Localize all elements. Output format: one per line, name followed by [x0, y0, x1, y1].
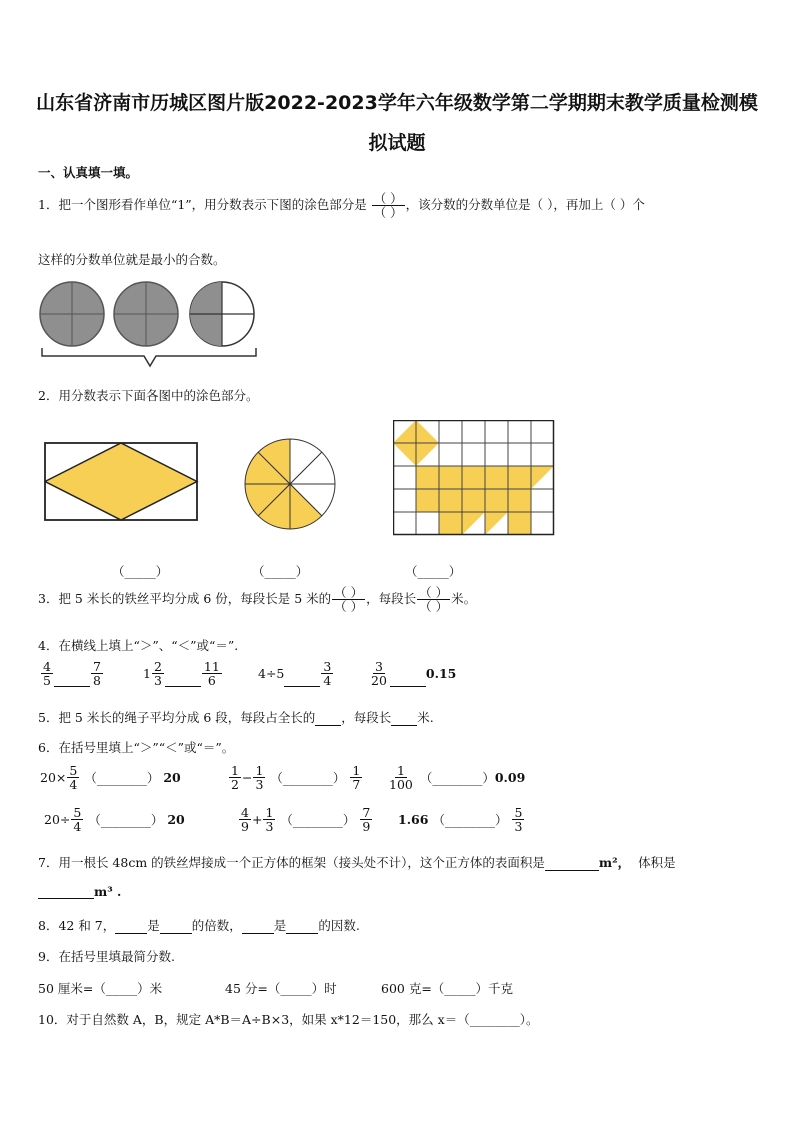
circle-1	[40, 282, 104, 346]
question-5	[38, 708, 434, 726]
q4-item-4: $\frac{3}{20}$ 0.15	[371, 659, 457, 689]
q6-row1-item1: 20× $\frac{5}{4}$ （________） 20	[40, 763, 181, 793]
q7-text-2: 体积是	[638, 855, 676, 870]
q4-blank-3[interactable]	[284, 674, 320, 687]
question-4	[38, 636, 238, 654]
q10-text: 对于自然数 A，B，规定 A*B＝A÷B×3，如果 x*12＝150，那么 x＝（________）。	[66, 1012, 539, 1027]
q8-blank-3[interactable]	[242, 921, 274, 934]
q8-blank-2[interactable]	[160, 921, 192, 934]
circle-3	[190, 282, 254, 346]
q4-item-2: 1 $\frac{2}{3}$ $\frac{11}{6}$	[143, 659, 220, 689]
question-6	[38, 738, 234, 756]
q3-fraction-blank-1[interactable]: $\frac{( )}{( )}$	[334, 585, 364, 615]
q6-blank-3[interactable]: （________）	[419, 770, 495, 786]
question-8: 8．42 和 7， 是 的倍数， 是 的因数.	[38, 918, 360, 933]
question-7	[38, 853, 676, 871]
question-2	[38, 386, 258, 404]
brace	[42, 348, 256, 366]
q4-blank-2[interactable]	[165, 674, 201, 687]
q2-answer-3[interactable]: （_____）	[405, 564, 462, 579]
q8-text: 42 和 7，	[58, 918, 116, 933]
q2-answer-2[interactable]: （_____）	[252, 564, 309, 579]
q2-figure-circle	[242, 436, 338, 532]
q8-blank-1[interactable]	[115, 921, 147, 934]
q7-number: 7．	[38, 855, 59, 870]
q3-text-3: 米。	[451, 591, 477, 607]
circle-2	[114, 282, 178, 346]
q4-text: 在横线上填上“＞”、“＜”或“＝”.	[58, 638, 239, 653]
q3-number: 3．	[38, 591, 59, 607]
q1-fraction-blank[interactable]: $\frac{( )}{( )}$	[373, 191, 403, 221]
q7-line2	[38, 884, 121, 899]
q1-text-3: 这样的分数单位就是最小的合数。	[38, 252, 226, 267]
q7-unit-2: m³ .	[94, 884, 122, 899]
q7-blank-1[interactable]	[545, 858, 599, 871]
page-title: 山东省济南市历城区图片版2022-2023学年六年级数学第二学期期末教学质量检测模	[36, 92, 758, 114]
question-9	[38, 947, 175, 965]
q7-unit-1: m²，	[598, 855, 631, 870]
q7-text: 用一根长 48cm 的铁丝焊接成一个正方体的框架（接头处不计），这个正方体的表面积是	[58, 855, 545, 870]
q6-blank-2[interactable]: （________）	[270, 770, 346, 786]
q6-text: 在括号里填上“＞”“＜”或“＝”。	[58, 740, 235, 755]
q9-item-1[interactable]: 50 厘米=（_____）米	[38, 981, 163, 996]
q6-row2-item3: 1.66 （________） $\frac{5}{3}$	[398, 805, 523, 835]
q2-figure-grid	[393, 420, 559, 542]
q2-number: 2．	[38, 388, 59, 403]
q3-text: 把 5 米长的铁丝平均分成 6 份，每段长是 5 米的	[58, 591, 332, 607]
q4-blank-4[interactable]	[390, 674, 426, 687]
q2-figure-rectangle	[44, 442, 199, 522]
q6-number: 6．	[38, 740, 59, 755]
q9-item-3[interactable]: 600 克=（_____）千克	[381, 981, 514, 996]
q8-blank-4[interactable]	[286, 921, 318, 934]
q2-answer-1[interactable]: （_____）	[112, 564, 169, 579]
q5-blank-1[interactable]	[315, 713, 341, 726]
q1-text: 把一个图形看作单位“1”，用分数表示下图的涂色部分是	[58, 197, 367, 213]
section-heading: 一、认真填一填。	[38, 165, 139, 180]
q6-blank-1[interactable]: （________）	[84, 770, 160, 786]
q6-row1-item3: $\frac{1}{100}$ （________）0.09	[389, 763, 526, 793]
q2-text: 用分数表示下面各图中的涂色部分。	[58, 388, 259, 403]
q6-blank-6[interactable]: （________）	[432, 812, 508, 828]
q7-blank-2[interactable]	[38, 886, 94, 899]
q1-circles-figure	[38, 280, 263, 370]
question-10	[38, 1010, 538, 1028]
q9-number: 9．	[38, 949, 59, 964]
q9-text: 在括号里填最简分数.	[58, 949, 175, 964]
q10-number: 10．	[38, 1012, 67, 1027]
q5-blank-2[interactable]	[391, 713, 417, 726]
q4-item-1: $\frac{4}{5}$ $\frac{7}{8}$	[43, 659, 101, 689]
q3-fraction-blank-2[interactable]: $\frac{( )}{( )}$	[419, 585, 449, 615]
q5-text-2: ，每段长	[341, 710, 392, 725]
q5-text: 把 5 米长的绳子平均分成 6 段，每段占全长的	[58, 710, 316, 725]
q6-row2-item2: $\frac{4}{9}$ + $\frac{1}{3}$ （________） $\frac{7}{9}$	[241, 805, 371, 835]
q6-blank-5[interactable]: （________）	[280, 812, 356, 828]
question-3	[38, 586, 476, 613]
q6-row2-item1: 20÷ $\frac{5}{4}$ （________） 20	[44, 805, 185, 835]
q4-blank-1[interactable]	[54, 674, 90, 687]
q4-number: 4．	[38, 638, 59, 653]
q5-number: 5．	[38, 710, 59, 725]
q9-item-2[interactable]: 45 分=（_____）时	[225, 981, 337, 996]
q1-text-2: ，该分数的分数单位是（ ），再加上（ ）个	[405, 197, 645, 213]
q4-item-3: 4÷5 $\frac{3}{4}$	[258, 659, 332, 689]
q6-blank-4[interactable]: （________）	[88, 812, 164, 828]
question-1	[38, 192, 645, 219]
q3-text-2: ，每段长	[366, 591, 417, 607]
q5-text-3: 米.	[417, 710, 434, 725]
q6-row1-item2: $\frac{1}{2}$ − $\frac{1}{3}$ （________） $\frac{1}{7}$	[231, 763, 361, 793]
q8-number: 8．	[38, 918, 59, 933]
page-title-line2: 拟试题	[368, 132, 426, 154]
q1-number: 1．	[38, 197, 59, 213]
